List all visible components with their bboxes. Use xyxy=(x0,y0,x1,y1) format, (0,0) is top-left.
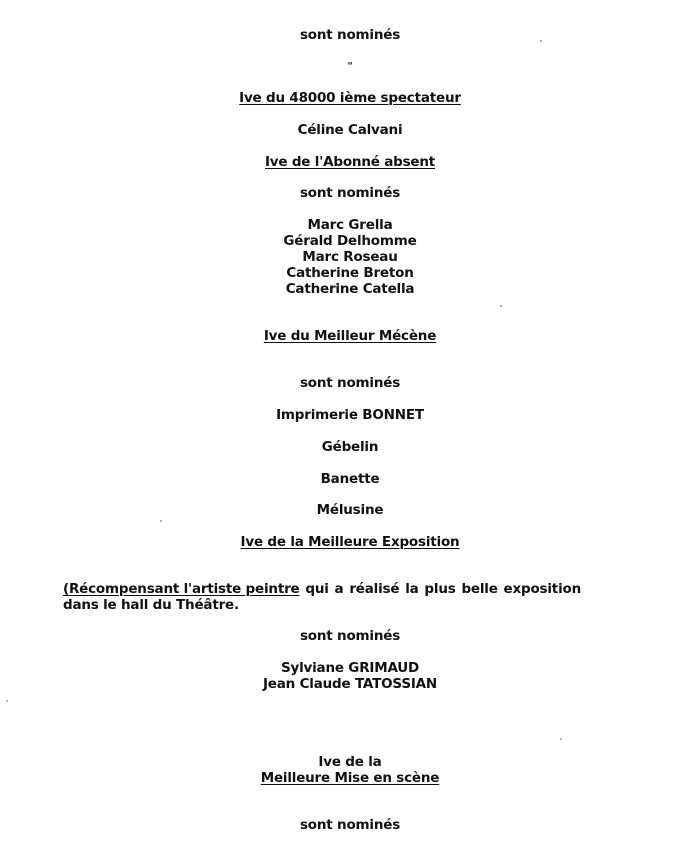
scan-speck xyxy=(540,40,542,42)
section-heading-48000-text: Ive du 48000 ième spectateur xyxy=(239,90,461,106)
scan-speck xyxy=(500,305,502,307)
section-heading-exposition xyxy=(0,534,700,550)
exposition-note-word: réalisé xyxy=(349,581,400,597)
nominee-abonne-2: Gérald Delhomme xyxy=(283,233,417,249)
exposition-note-word: la xyxy=(405,581,419,597)
nominees-label-abonne: sont nominés xyxy=(299,185,401,201)
section-heading-mise-en-scene-text: Meilleure Mise en scène xyxy=(260,770,440,786)
nominees-label-mise-en-scene: sont nominés xyxy=(299,817,401,833)
nominee-abonne-5: Catherine Catella xyxy=(285,281,415,297)
scan-speck xyxy=(560,738,562,740)
nominee-mecene-4: Mélusine xyxy=(316,502,384,518)
nominee-mecene-1: Imprimerie BONNET xyxy=(276,407,424,423)
winner-48000: Céline Calvani xyxy=(297,122,403,138)
section-heading-mise-en-scene-line-2 xyxy=(0,770,700,786)
section-heading-abonne-text: Ive de l'Abonné absent xyxy=(264,154,436,170)
nominees-label: sont nominés xyxy=(299,27,401,43)
exposition-note-word: belle xyxy=(461,581,498,597)
ditto-mark: " xyxy=(347,61,353,72)
nominees-label-mecene: sont nominés xyxy=(299,375,401,391)
nominee-mecene-2: Gébelin xyxy=(321,439,379,455)
nominees-label-exposition: sont nominés xyxy=(299,628,401,644)
exposition-note-word: exposition xyxy=(503,581,581,597)
section-heading-48000 xyxy=(0,90,700,106)
section-heading-mecene xyxy=(0,328,700,344)
exposition-note-word: qui xyxy=(305,581,329,597)
exposition-note-word: plus xyxy=(424,581,456,597)
section-heading-abonne xyxy=(0,154,700,170)
nominee-abonne-4: Catherine Breton xyxy=(286,265,414,281)
exposition-note-line-1 xyxy=(63,581,581,597)
nominee-exposition-2: Jean Claude TATOSSIAN xyxy=(262,676,438,692)
scan-speck xyxy=(160,520,162,522)
nominee-mecene-3: Banette xyxy=(320,471,380,487)
section-heading-exposition-text: Ive de la Meilleure Exposition xyxy=(240,534,460,550)
exposition-note-line-2: dans le hall du Théâtre. xyxy=(63,597,239,613)
scan-speck xyxy=(6,700,8,702)
section-heading-mecene-text: Ive du Meilleur Mécène xyxy=(263,328,437,344)
nominee-exposition-1: Sylviane GRIMAUD xyxy=(280,660,420,676)
exposition-note-underlined: (Récompensant l'artiste peintre xyxy=(63,581,300,597)
exposition-note-word: a xyxy=(334,581,344,597)
exposition-note xyxy=(63,581,581,613)
section-heading-mise-en-scene-line-1: Ive de la xyxy=(318,754,382,770)
nominee-abonne-3: Marc Roseau xyxy=(302,249,398,265)
nominee-abonne-1: Marc Grella xyxy=(307,217,393,233)
